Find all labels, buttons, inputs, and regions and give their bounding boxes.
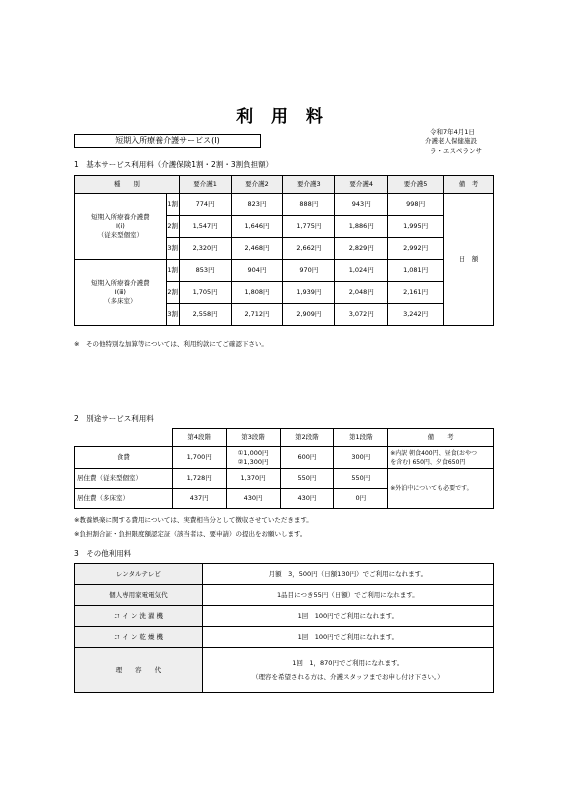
table-row: [75, 627, 494, 648]
header-stage4: 第4段階: [172, 429, 226, 447]
header-stage3: 第3段階: [226, 429, 280, 447]
section3-heading: 3 その他利用料: [74, 549, 132, 558]
section2-heading: 2 別途サービス利用料: [74, 414, 154, 423]
fee-cell: 853円: [179, 260, 231, 282]
row-label-electricity: 個人専用家電電気代: [75, 585, 203, 606]
fee-cell: 998円: [388, 194, 444, 216]
fee-cell: 1,547円: [179, 216, 231, 238]
fee-cell: 430円: [280, 489, 334, 509]
fee-cell: 1,646円: [231, 216, 283, 238]
fee-cell: 2,468円: [231, 238, 283, 260]
row-label-private-room: 居住費（従来型個室）: [75, 469, 173, 489]
other-fee-table: [74, 563, 494, 693]
fee-cell: ①1,000円 ②1,300円: [226, 447, 280, 469]
header-care2: 要介護2: [231, 176, 283, 194]
section2-footnote-2: ※負担割合証・負担限度額認定証（該当者は、要申請）の提出をお願いします。: [74, 530, 307, 538]
fee-cell: 2,712円: [231, 304, 283, 326]
facility-box: 短期入所療養介護サービス(Ⅰ): [74, 134, 261, 148]
fee-cell: 2,558円: [179, 304, 231, 326]
header-care3: 要介護3: [283, 176, 335, 194]
fee-cell: 1,700円: [172, 447, 226, 469]
header-care5: 要介護5: [388, 176, 444, 194]
fee-cell: 0円: [334, 489, 388, 509]
row-label-multi-room: 居住費（多床室）: [75, 489, 173, 509]
fee-cell: 600円: [280, 447, 334, 469]
fee-text: 月額 3，500円（日額130円）でご利用になれます。: [202, 564, 493, 585]
table-row: [75, 260, 494, 282]
ratio-cell: 2割: [166, 282, 179, 304]
basic-fee-table: [74, 175, 494, 326]
header-blank: [75, 429, 173, 447]
ratio-cell: 3割: [166, 238, 179, 260]
fee-cell: 774円: [179, 194, 231, 216]
row-label-tv: レンタルテレビ: [75, 564, 203, 585]
fee-cell: 904円: [231, 260, 283, 282]
fee-cell: 823円: [231, 194, 283, 216]
fee-cell: 550円: [280, 469, 334, 489]
fee-cell: 1,728円: [172, 469, 226, 489]
row-label-barber: 理 容 代: [75, 648, 203, 693]
fee-cell: 1,808円: [231, 282, 283, 304]
fee-text: 1回 100円でご利用になれます。: [202, 606, 493, 627]
fee-cell: 1,995円: [388, 216, 444, 238]
group-label: 短期入所療養介護費 Ⅰ(ⅰ) （従来型個室）: [75, 194, 167, 260]
fee-text: 1回 1，870円でご利用になれます。 （理容を希望される方は、介護スタッフまでお申し付け下さい。）: [202, 648, 493, 693]
fee-cell: 2,992円: [388, 238, 444, 260]
ratio-cell: 1割: [166, 260, 179, 282]
fee-cell: 1,886円: [335, 216, 388, 238]
header-stage2: 第2段階: [280, 429, 334, 447]
stay-remarks: ※外泊中についても必要です。: [388, 469, 494, 509]
fee-cell: 437円: [172, 489, 226, 509]
fee-cell: 1,024円: [335, 260, 388, 282]
fee-cell: 970円: [283, 260, 335, 282]
note-daily: 日 額: [444, 194, 494, 326]
fee-cell: 2,161円: [388, 282, 444, 304]
fee-cell: 2,048円: [335, 282, 388, 304]
table-row: [75, 469, 494, 489]
ratio-cell: 3割: [166, 304, 179, 326]
ratio-cell: 2割: [166, 216, 179, 238]
fee-cell: 3,242円: [388, 304, 444, 326]
table-row: [75, 606, 494, 627]
fee-cell: 1,081円: [388, 260, 444, 282]
row-label-meal: 食費: [75, 447, 173, 469]
page-title: 利 用 料: [236, 107, 329, 127]
header-care4: 要介護4: [335, 176, 388, 194]
table-row: [75, 194, 494, 216]
facility-type: 介護老人保健施設: [425, 137, 477, 145]
fee-cell: 2,662円: [283, 238, 335, 260]
section1-footnote: ※ その他特別な加算等については、利用約款にてご確認下さい。: [74, 340, 268, 348]
section1-heading: 1 基本サービス利用料（介護保険1割・2割・3割負担額）: [74, 160, 274, 169]
fee-cell: 1,370円: [226, 469, 280, 489]
fee-cell: 2,829円: [335, 238, 388, 260]
fee-cell: 1,775円: [283, 216, 335, 238]
fee-cell: 888円: [283, 194, 335, 216]
ratio-cell: 1割: [166, 194, 179, 216]
fee-cell: 3,072円: [335, 304, 388, 326]
fee-cell: 430円: [226, 489, 280, 509]
fee-cell: 2,909円: [283, 304, 335, 326]
extra-fee-table: [74, 428, 494, 509]
date: 令和7年4月1日: [430, 128, 475, 136]
table-row: [75, 585, 494, 606]
group-label: 短期入所療養介護費 Ⅰ(ⅲ) （多床室）: [75, 260, 167, 326]
header-care1: 要介護1: [179, 176, 231, 194]
section2-footnote-1: ※教養娯楽に関する費用については、実費相当分として徴収させていただきます。: [74, 516, 313, 524]
fee-cell: 943円: [335, 194, 388, 216]
header-note: 備 考: [444, 176, 494, 194]
header-stage1: 第1段階: [334, 429, 388, 447]
meal-remarks: ※内訳 朝食400円、昼食(おやつ を含む) 650円、夕食650円: [388, 447, 494, 469]
header-remarks: 備 考: [388, 429, 494, 447]
row-label-washer: コ イ ン 洗 濯 機: [75, 606, 203, 627]
fee-cell: 2,320円: [179, 238, 231, 260]
table-row: [75, 648, 494, 693]
fee-cell: 1,705円: [179, 282, 231, 304]
fee-cell: 300円: [334, 447, 388, 469]
fee-cell: 1,939円: [283, 282, 335, 304]
table-row: [75, 564, 494, 585]
row-label-dryer: コ イ ン 乾 燥 機: [75, 627, 203, 648]
fee-text: 1品目につき55円（日額）でご利用になれます。: [202, 585, 493, 606]
table-row: [75, 447, 494, 469]
header-type: 種 別: [75, 176, 180, 194]
fee-cell: 550円: [334, 469, 388, 489]
fee-text: 1回 100円でご利用になれます。: [202, 627, 493, 648]
facility-name: ラ・エスペランサ: [430, 147, 482, 155]
